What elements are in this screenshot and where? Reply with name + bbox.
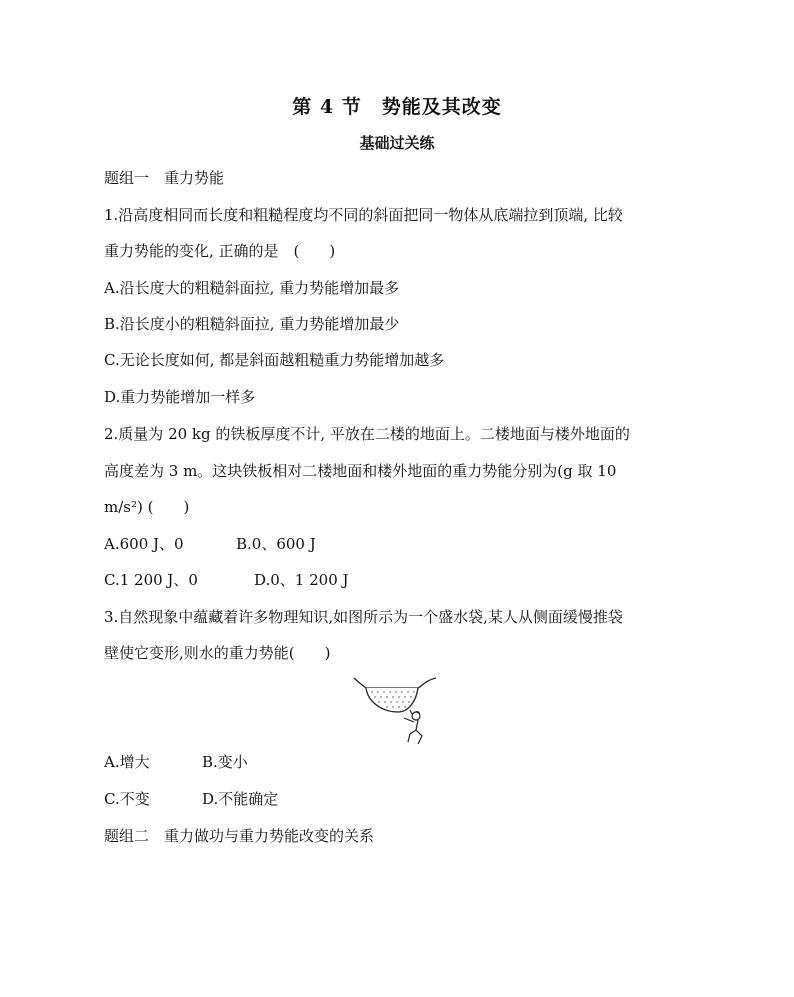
q3-stem-line-1: 3.自然现象中蕴藏着许多物理知识,如图所示为一个盛水袋,某人从侧面缓慢推袋	[104, 608, 623, 626]
q3-options-row-1	[104, 752, 248, 772]
q3-option-d: D.不能确定	[202, 790, 279, 808]
section-subtitle: 基础过关练	[359, 134, 435, 152]
q2-option-b: B.0、600 J	[236, 535, 316, 553]
q1-stem-line-1: 1.沿高度相同而长度和粗糙程度均不同的斜面把同一物体从底端拉到顶端, 比较	[104, 206, 623, 224]
q2-option-a: A.600 J、0	[104, 535, 184, 553]
q1-option-a: A.沿长度大的粗糙斜面拉, 重力势能增加最多	[104, 279, 400, 297]
q2-option-c: C.1 200 J、0	[104, 571, 198, 589]
q2-stem-line-3: m/s²) ( )	[104, 498, 190, 516]
group-heading-1: 题组一 重力势能	[104, 169, 225, 187]
group-heading-2: 题组二 重力做功与重力势能改变的关系	[104, 827, 375, 845]
q3-option-a: A.增大	[104, 753, 150, 771]
q3-option-b: B.变小	[202, 753, 248, 771]
q1-stem-line-2: 重力势能的变化, 正确的是 ( )	[104, 242, 336, 260]
water-bag-figure	[352, 672, 440, 750]
q2-stem-line-2: 高度差为 3 m。这块铁板相对二楼地面和楼外地面的重力势能分别为(g 取 10	[104, 462, 617, 480]
q2-stem-line-1: 2.质量为 20 kg 的铁板厚度不计, 平放在二楼的地面上。二楼地面与楼外地面的	[104, 425, 630, 443]
q2-options-row-2	[104, 570, 349, 590]
q1-option-c: C.无论长度如何, 都是斜面越粗糙重力势能增加越多	[104, 351, 445, 369]
q3-stem-line-2: 壁使它变形,则水的重力势能( )	[104, 644, 331, 662]
q2-options-row-1	[104, 534, 316, 554]
q3-option-c: C.不变	[104, 790, 150, 808]
section-title: 第 4 节 势能及其改变	[292, 96, 502, 118]
q1-option-b: B.沿长度小的粗糙斜面拉, 重力势能增加最少	[104, 315, 400, 333]
q3-options-row-2	[104, 789, 278, 809]
q1-option-d: D.重力势能增加一样多	[104, 388, 256, 406]
q2-option-d: D.0、1 200 J	[254, 571, 349, 589]
